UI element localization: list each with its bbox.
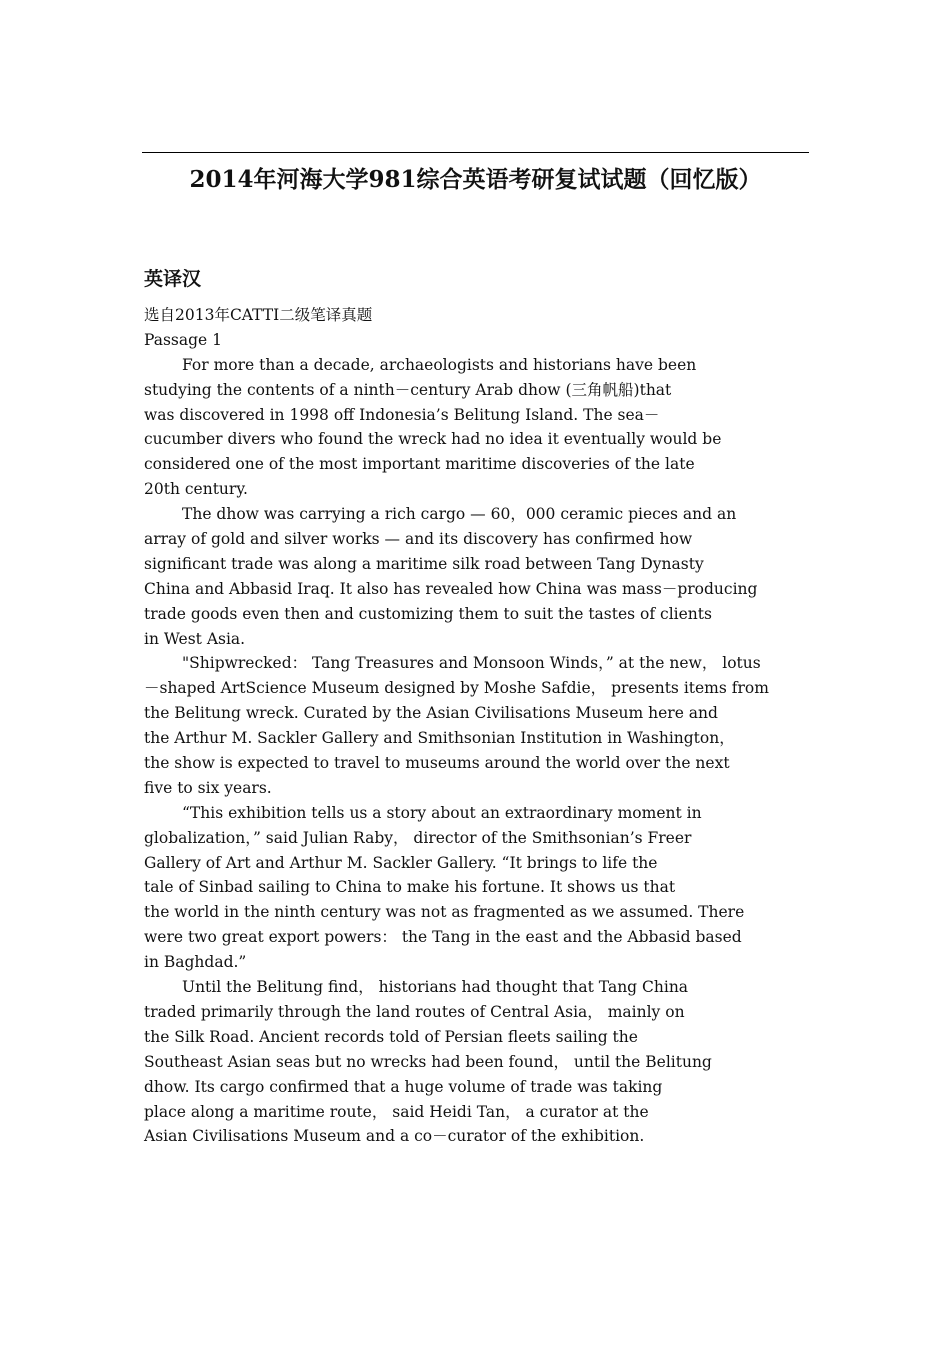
paragraph-4-line: globalization，” said Julian Raby， director of the Smithsonian’s Freer	[144, 828, 692, 847]
title-top-rule	[142, 152, 809, 153]
paragraph-2-line: in West Asia.	[144, 629, 246, 648]
paragraph-2-line: trade goods even then and customizing them to suit the tastes of clients	[144, 604, 712, 623]
paragraph-3-line: －shaped ArtScience Museum designed by Moshe Safdie， presents items from	[144, 679, 769, 698]
paragraph-2-line: China and Abbasid Iraq. It also has revealed how China was mass－producing	[144, 579, 758, 598]
paragraph-1-line: For more than a decade, archaeologists and historians have been	[182, 355, 697, 374]
paragraph-1-line: cucumber divers who found the wreck had no idea it eventually would be	[144, 430, 722, 449]
paragraph-5-line: traded primarily through the land routes of Central Asia， mainly on	[144, 1002, 685, 1021]
document-title: 2014年河海大学981综合英语考研复试试题（回忆版）	[189, 166, 762, 193]
paragraph-1-line: studying the contents of a ninth－century Arab dhow (三角帆船)that	[144, 380, 672, 399]
paragraph-5-line: Until the Belitung find， historians had thought that Tang China	[182, 978, 689, 997]
passage-label: Passage 1	[144, 330, 223, 349]
paragraph-2-line: array of gold and silver works — and its discovery has confirmed how	[144, 530, 693, 549]
paragraph-2-line: The dhow was carrying a rich cargo — 60，000 ceramic pieces and an	[182, 505, 737, 524]
paragraph-5-line: dhow. Its cargo confirmed that a huge volume of trade was taking	[144, 1077, 663, 1096]
paragraph-3-line: the show is expected to travel to museums around the world over the next	[144, 754, 730, 773]
paragraph-4-line: “This exhibition tells us a story about an extraordinary moment in	[182, 803, 702, 822]
paragraph-4-line: in Baghdad.”	[144, 953, 247, 972]
paragraph-4-line: were two great export powers： the Tang in the east and the Abbasid based	[144, 928, 742, 947]
paragraph-3-line: "Shipwrecked： Tang Treasures and Monsoon Winds，” at the new， lotus	[182, 654, 761, 673]
paragraph-3-line: five to six years.	[144, 778, 272, 797]
paragraph-5-line: Asian Civilisations Museum and a co－curator of the exhibition.	[144, 1127, 645, 1146]
paragraph-5-line: place along a maritime route， said Heidi Tan， a curator at the	[144, 1102, 649, 1121]
source-line: 选自2013年CATTI二级笔译真题	[144, 306, 373, 324]
section-heading: 英译汉	[144, 268, 202, 290]
paragraph-3-line: the Belitung wreck. Curated by the Asian Civilisations Museum here and	[144, 704, 718, 723]
passage-body	[144, 303, 814, 1149]
paragraph-4-line: tale of Sinbad sailing to China to make his fortune. It shows us that	[144, 878, 676, 897]
paragraph-3-line: the Arthur M. Sackler Gallery and Smithsonian Institution in Washington，	[144, 729, 735, 748]
paragraph-5-line: the Silk Road. Ancient records told of Persian fleets sailing the	[144, 1027, 638, 1046]
paragraph-4-line: the world in the ninth century was not as fragmented as we assumed. There	[144, 903, 745, 922]
paragraph-5-line: Southeast Asian seas but no wrecks had been found， until the Belitung	[144, 1052, 712, 1071]
paragraph-1-line: 20th century.	[144, 480, 248, 499]
paragraph-4-line: Gallery of Art and Arthur M. Sackler Gallery. “It brings to life the	[144, 853, 658, 872]
paragraph-2-line: significant trade was along a maritime silk road between Tang Dynasty	[144, 554, 704, 573]
paragraph-1-line: was discovered in 1998 off Indonesia’s Belitung Island. The sea－	[144, 405, 660, 424]
paragraph-1-line: considered one of the most important maritime discoveries of the late	[144, 455, 695, 474]
